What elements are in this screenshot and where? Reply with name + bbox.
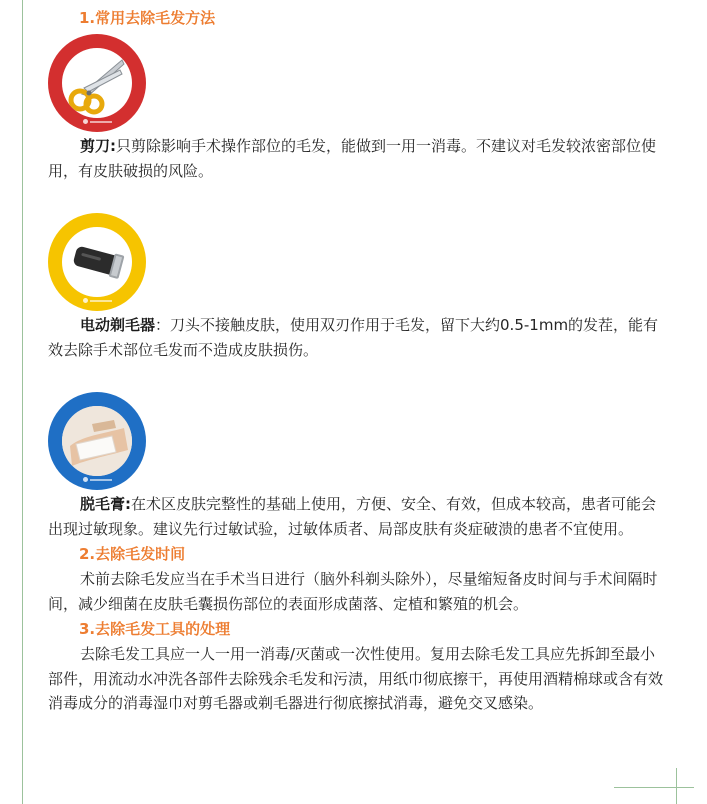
text-depilatory-cream: 在术区皮肤完整性的基础上使用，方便、安全、有效，但成本较高，患者可能会出现过敏现象。建议先行过敏试验，过敏体质者、局部皮肤有炎症破溃的患者不宜使用。 (48, 495, 657, 538)
watermark (83, 119, 113, 125)
depilatory-cream-icon (62, 406, 132, 476)
paragraph-tool-processing: 去除毛发工具应一人一用一消毒/灭菌或一次性使用。复用去除毛发工具应先拆卸至最小部件，用流动水冲洗各部件去除残余毛发和污渍，用纸巾彻底擦干，再使用酒精棉球或含有效消毒成分的消毒湿巾对剪毛器或剃毛器进行彻底擦拭消毒，避免交叉感染。 (48, 645, 664, 712)
term-depilatory-cream: 脱毛膏: (80, 495, 131, 513)
term-scissors: 剪刀: (80, 137, 116, 155)
paragraph-timing: 术前去除毛发应当在手术当日进行（脑外科剃头除外），尽量缩短备皮时间与手术间隔时间，减少细菌在皮肤毛囊损伤部位的表面形成菌落、定植和繁殖的机会。 (48, 570, 658, 613)
scissors-icon (62, 48, 132, 118)
left-margin-rule (22, 0, 23, 804)
electric-shaver-icon (62, 227, 132, 297)
watermark (83, 298, 113, 304)
paragraph-scissors (48, 134, 668, 183)
paragraph-depilatory-cream (48, 492, 668, 541)
electric-shaver-icon-badge (48, 213, 146, 311)
section-heading-methods: 1.常用去除毛发方法 (79, 9, 216, 27)
watermark (83, 477, 113, 483)
text-scissors: 只剪除影响手术操作部位的毛发，能做到一用一消毒。不建议对毛发较浓密部位使用，有皮肤破损的风险。 (48, 137, 657, 180)
depilatory-cream-icon-badge (48, 392, 146, 490)
text-electric-shaver: ：刀头不接触皮肤，使用双刃作用于毛发，留下大约0.5-1mm的发茬，能有效去除手术部位毛发而不造成皮肤损伤。 (48, 316, 659, 359)
article-body (48, 0, 668, 716)
paragraph-electric-shaver (48, 313, 668, 362)
section-heading-timing: 2.去除毛发时间 (79, 545, 186, 563)
term-electric-shaver: 电动剃毛器 (80, 316, 156, 334)
scissors-icon-badge (48, 34, 146, 132)
corner-mark-horizontal (614, 787, 694, 788)
section-heading-tool-processing: 3.去除毛发工具的处理 (79, 620, 231, 638)
corner-mark-vertical (676, 768, 677, 804)
